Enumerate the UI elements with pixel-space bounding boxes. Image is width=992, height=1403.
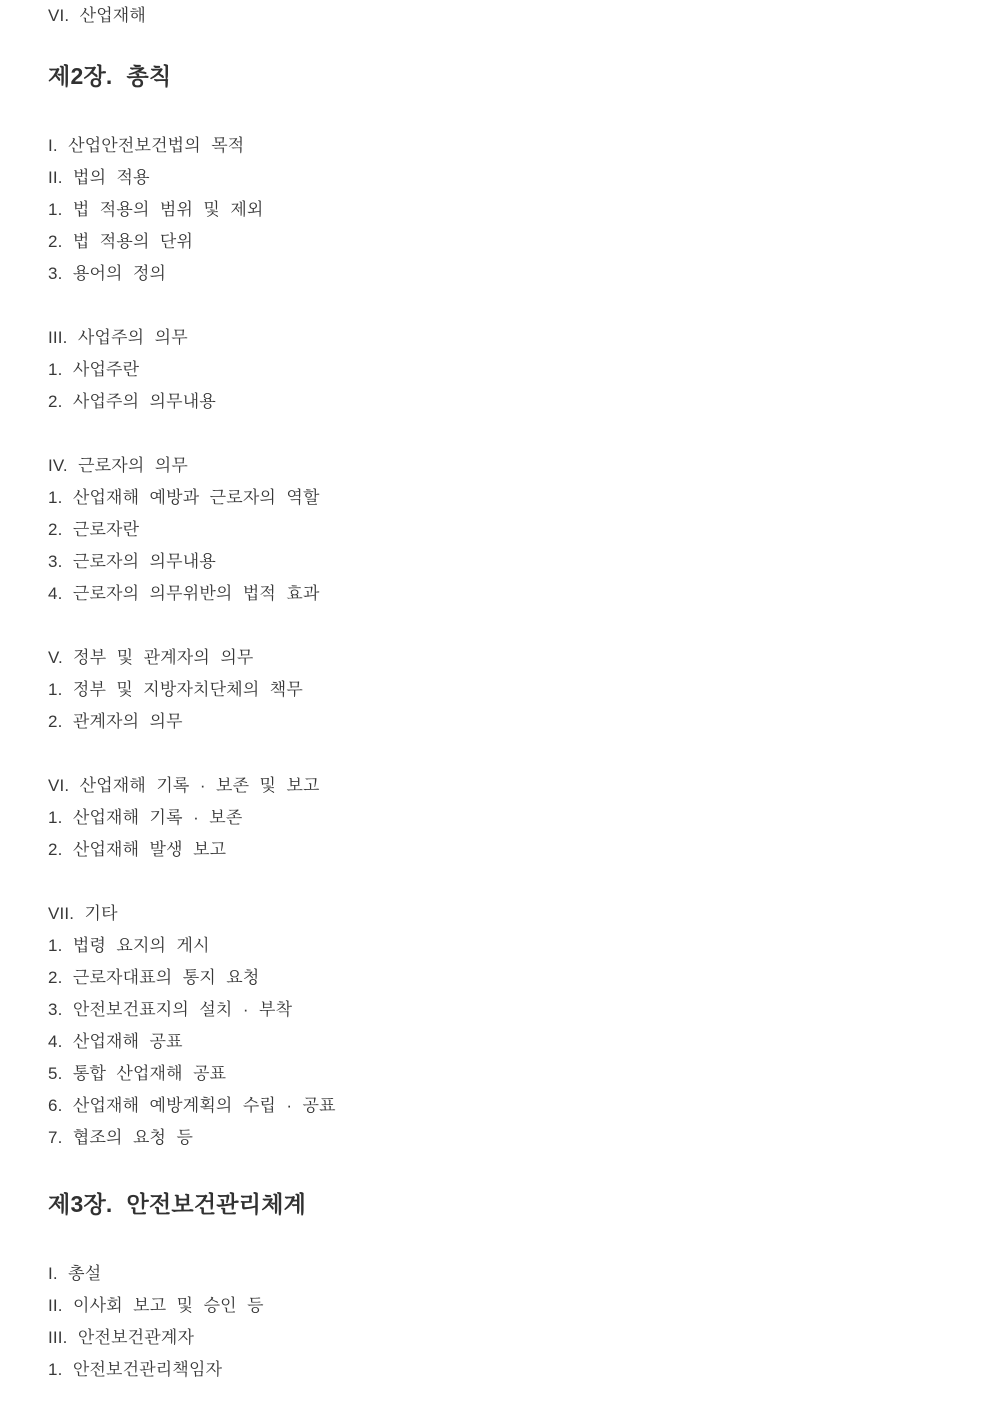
toc-line: I. 산업안전보건법의 목적 (48, 136, 245, 155)
toc-line: II. 이사회 보고 및 승인 등 (48, 1296, 264, 1315)
toc-group (48, 130, 952, 290)
toc-line: 2. 법 적용의 단위 (48, 232, 194, 251)
toc-groups (48, 1258, 952, 1386)
toc-group (48, 898, 952, 1154)
toc-line: 1. 정부 및 지방자치단체의 책무 (48, 680, 303, 699)
chapter-heading: 제3장. 안전보건관리체계 (48, 1191, 307, 1217)
toc-line: 3. 근로자의 의무내용 (48, 552, 216, 571)
toc-line: I. 총설 (48, 1264, 102, 1283)
toc-group (48, 770, 952, 866)
toc-line: II. 법의 적용 (48, 168, 150, 187)
toc-line: 4. 산업재해 공표 (48, 1032, 183, 1051)
toc-line: 3. 용어의 정의 (48, 264, 167, 283)
toc-line: 1. 산업재해 예방과 근로자의 역할 (48, 488, 320, 507)
toc-line: IV. 근로자의 의무 (48, 456, 188, 475)
toc-line: 2. 사업주의 의무내용 (48, 392, 216, 411)
toc-group (48, 1258, 952, 1386)
toc-line: VI. 산업재해 기록 · 보존 및 보고 (48, 776, 320, 795)
toc-line: V. 정부 및 관계자의 의무 (48, 648, 254, 667)
toc-line: VII. 기타 (48, 904, 118, 923)
toc-line: 7. 협조의 요청 등 (48, 1128, 194, 1147)
toc-line: 5. 통합 산업재해 공표 (48, 1064, 227, 1083)
toc-line: III. 안전보건관계자 (48, 1328, 195, 1347)
toc-group (48, 642, 952, 738)
toc-line: 2. 근로자란 (48, 520, 140, 539)
toc-line: 2. 산업재해 발생 보고 (48, 840, 227, 859)
toc-line: 1. 사업주란 (48, 360, 140, 379)
toc-line: 3. 안전보건표지의 설치 · 부착 (48, 1000, 293, 1019)
toc-line: 2. 관계자의 의무 (48, 712, 183, 731)
toc-line: VI. 산업재해 (48, 6, 146, 25)
chapter-3-section (48, 1186, 952, 1386)
toc-line: 1. 법령 요지의 게시 (48, 936, 210, 955)
toc-line: 2. 근로자대표의 통지 요청 (48, 968, 260, 987)
toc-group (48, 450, 952, 610)
chapter-heading: 제2장. 총칙 (48, 63, 172, 89)
toc-group (48, 322, 952, 418)
toc-line: 1. 산업재해 기록 · 보존 (48, 808, 243, 827)
toc-line: 4. 근로자의 의무위반의 법적 효과 (48, 584, 320, 603)
toc-groups (48, 130, 952, 1154)
toc-line: 1. 법 적용의 범위 및 제외 (48, 200, 264, 219)
chapter-2-section (48, 58, 952, 1154)
toc-line: 6. 산업재해 예방계획의 수립 · 공표 (48, 1096, 336, 1115)
toc-line: 1. 안전보건관리책임자 (48, 1360, 223, 1379)
toc-line: III. 사업주의 의무 (48, 328, 188, 347)
